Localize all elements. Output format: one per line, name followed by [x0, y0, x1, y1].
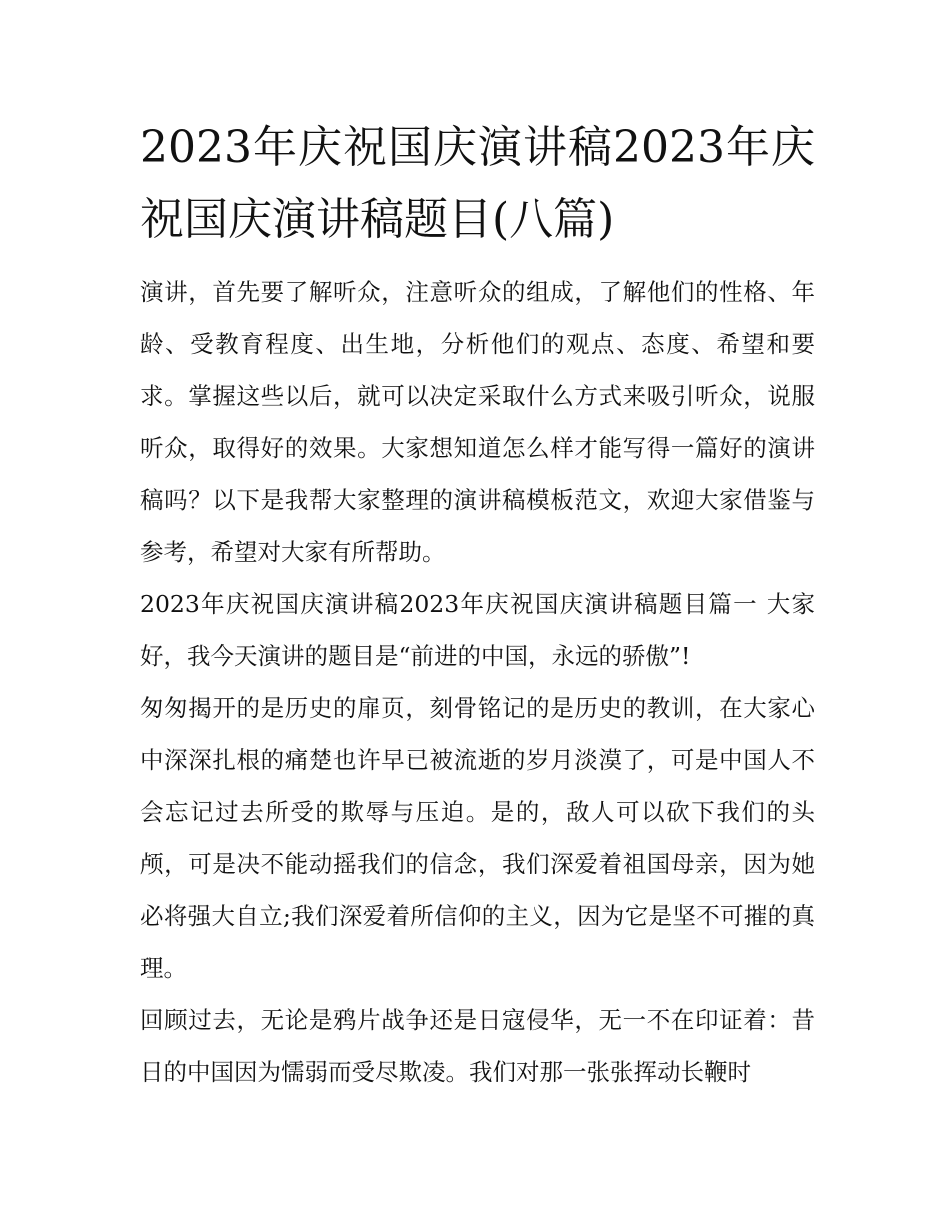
- paragraph-history: 匆匆揭开的是历史的扉页，刻骨铭记的是历史的教训，在大家心中深深扎根的痛楚也许早已被流逝的岁月淡漠了，可是中国人不会忘记过去所受的欺辱与压迫。是的，敌人可以砍下我们的头颅，可是决不能动摇我们的信念，我们深爱着祖国母亲，因为她必将强大自立;我们深爱着所信仰的主义，因为它是坚不可摧的真理。: [140, 694, 815, 982]
- paragraph-review: 回顾过去，无论是鸦片战争还是日寇侵华，无一不在印证着：昔日的中国因为懦弱而受尽欺凌。我们对那一张张挥动长鞭时: [140, 1006, 815, 1086]
- document-title: 2023年庆祝国庆演讲稿2023年庆祝国庆演讲稿题目(八篇): [140, 122, 815, 245]
- document-body: [140, 112, 815, 1098]
- paragraph-section-one-heading: 2023年庆祝国庆演讲稿2023年庆祝国庆演讲稿题目篇一 大家好，我今天演讲的题目是“前进的中国，永远的骄傲”!: [140, 590, 815, 670]
- paragraph-intro: 演讲，首先要了解听众，注意听众的组成，了解他们的性格、年龄、受教育程度、出生地，分析他们的观点、态度、希望和要求。掌握这些以后，就可以决定采取什么方式来吸引听众，说服听众，取得好的效果。大家想知道怎么样才能写得一篇好的演讲稿吗？以下是我帮大家整理的演讲稿模板范文，欢迎大家借鉴与参考，希望对大家有所帮助。: [140, 278, 815, 566]
